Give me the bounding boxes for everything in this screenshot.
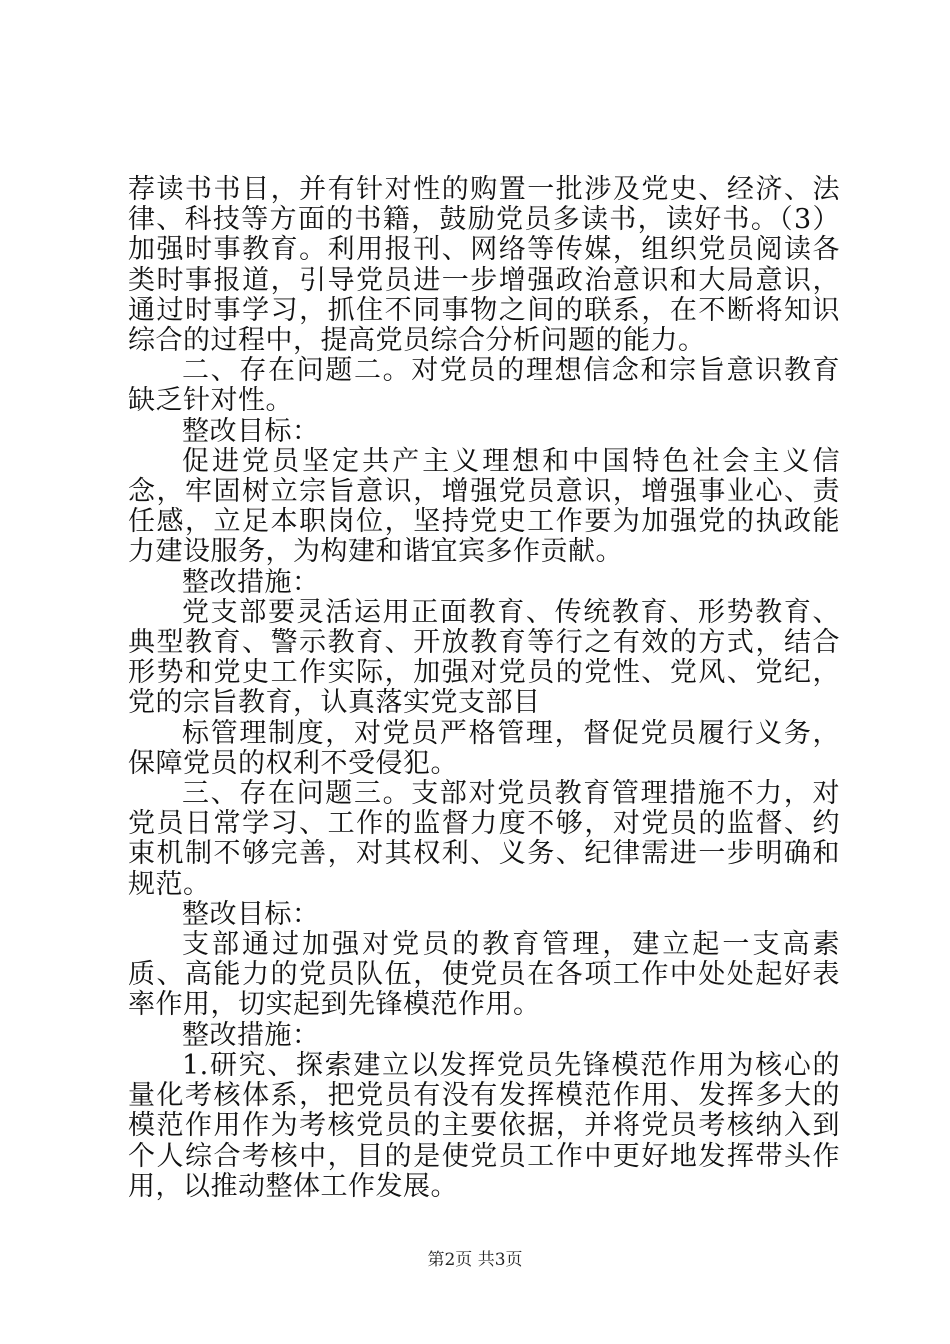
paragraph-problem-two: 二、存在问题二。对党员的理想信念和宗旨意识教育缺乏针对性。 — [128, 355, 840, 417]
paragraph-goal-three: 支部通过加强对党员的教育管理，建立起一支高素质、高能力的党员队伍，使党员在各项工作中处处起好表率作用，切实起到先锋模范作用。 — [128, 929, 840, 1021]
document-body — [128, 175, 840, 1202]
paragraph-measures-three-item-1: 1.研究、探索建立以发挥党员先锋模范作用为核心的量化考核体系，把党员有没有发挥模范作用、发挥多大的模范作用作为考核党员的主要依据，并将党员考核纳入到个人综合考核中，目的是使党员工作中更好地发挥带头作用，以推动整体工作发展。 — [128, 1049, 840, 1202]
paragraph-heading-goal-two: 整改目标： — [182, 415, 320, 447]
paragraph-heading-measures-three: 整改措施： — [182, 1019, 320, 1051]
paragraph-measures-two-continued: 标管理制度，对党员严格管理，督促党员履行义务，保障党员的权利不受侵犯。 — [128, 717, 840, 779]
page-number-footer: 第2页 共3页 — [427, 1250, 523, 1270]
paragraph-heading-measures-two: 整改措施： — [182, 566, 320, 598]
paragraph-reading-list: 荐读书书目，并有针对性的购置一批涉及党史、经济、法律、科技等方面的书籍，鼓励党员多读书，读好书。（3）加强时事教育。利用报刊、网络等传媒，组织党员阅读各类时事报道，引导党员进一步增强政治意识和大局意识，通过时事学习，抓住不同事物之间的联系，在不断将知识综合的过程中，提高党员综合分析问题的能力。 — [128, 174, 840, 357]
paragraph-problem-three: 三、存在问题三。支部对党员教育管理措施不力，对党员日常学习、工作的监督力度不够，对党员的监督、约束机制不够完善，对其权利、义务、纪律需进一步明确和规范。 — [128, 778, 840, 900]
paragraph-heading-goal-three: 整改目标： — [182, 898, 320, 930]
paragraph-goal-two: 促进党员坚定共产主义理想和中国特色社会主义信念，牢固树立宗旨意识，增强党员意识，增强事业心、责任感，立足本职岗位，坚持党史工作要为加强党的执政能力建设服务，为构建和谐宜宾多作贡献。 — [128, 445, 840, 568]
paragraph-measures-two: 党支部要灵活运用正面教育、传统教育、形势教育、典型教育、警示教育、开放教育等行之有效的方式，结合形势和党史工作实际，加强对党员的党性、党风、党纪，党的宗旨教育，认真落实党支部目 — [128, 596, 840, 719]
